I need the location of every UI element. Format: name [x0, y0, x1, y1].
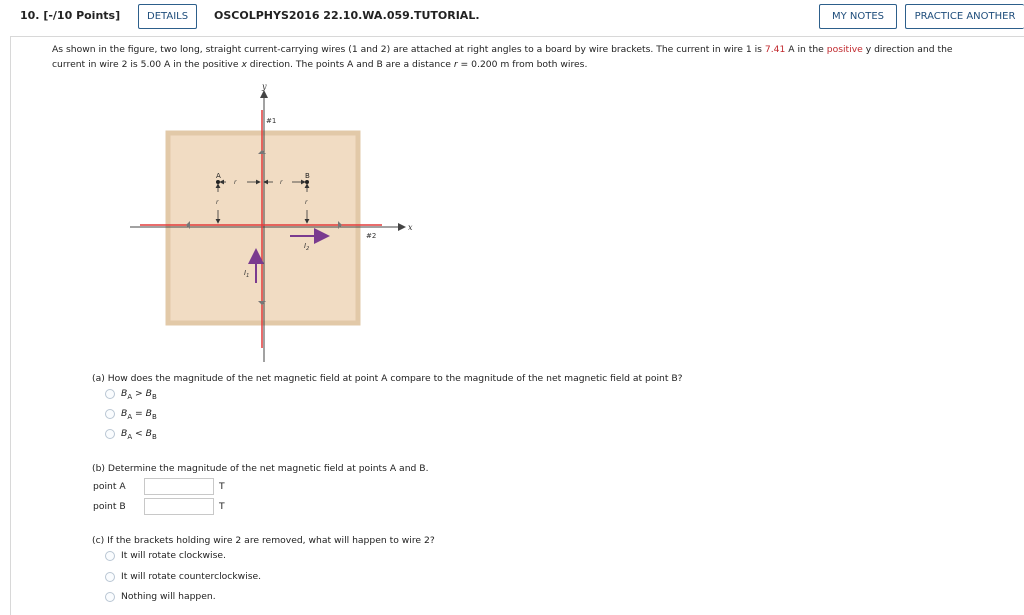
board	[168, 133, 358, 323]
current-1-label: $I_1$	[244, 269, 250, 279]
wire-2-label: #2	[366, 232, 377, 240]
part-a-option-1[interactable]	[105, 388, 157, 401]
option-label: It will rotate clockwise.	[121, 550, 226, 561]
question-stem	[52, 42, 1017, 72]
radio-button[interactable]	[105, 551, 115, 561]
point-a-input[interactable]	[144, 478, 214, 495]
option-label: $B_A > B_B$	[121, 388, 157, 401]
wires-figure	[120, 80, 420, 365]
point-a	[216, 180, 220, 184]
r-label: r	[280, 179, 283, 186]
question-id: OSCOLPHYS2016 22.10.WA.059.TUTORIAL.	[214, 9, 480, 22]
stem-text: direction. The points A and B are a distance	[246, 59, 454, 70]
part-b-question: (b) Determine the magnitude of the net magnetic field at points A and B.	[92, 463, 429, 474]
radio-button[interactable]	[105, 592, 115, 602]
y-axis-label: y	[262, 82, 267, 91]
part-c-option-3[interactable]	[105, 591, 216, 602]
unit-label: T	[219, 481, 225, 492]
option-label: $B_A = B_B$	[121, 408, 157, 421]
point-b-label: B	[305, 172, 310, 180]
x-axis-label: x	[408, 223, 413, 232]
point-a-label: A	[216, 172, 221, 180]
my-notes-button[interactable]: MY NOTES	[819, 4, 897, 29]
stem-text: A in the	[785, 44, 827, 55]
current1-value: 7.41	[764, 44, 786, 55]
stem-var-x: x	[241, 59, 247, 70]
stem-text: y direction and the	[862, 44, 953, 55]
content-top-border	[10, 36, 1024, 37]
radio-button[interactable]	[105, 409, 115, 419]
radio-button[interactable]	[105, 389, 115, 399]
point-b-input[interactable]	[144, 498, 214, 515]
current-2-label: $I_2$	[304, 242, 310, 252]
point-b-row	[93, 498, 225, 515]
part-a-option-3[interactable]	[105, 428, 157, 441]
r-label: r	[305, 199, 308, 206]
question-header	[0, 0, 1024, 34]
question-number: 10. [-/10 Points]	[20, 9, 121, 22]
r-label: r	[216, 199, 219, 206]
radio-button[interactable]	[105, 572, 115, 582]
wire-1-label: #1	[266, 117, 277, 125]
r-label: r	[234, 179, 237, 186]
point-a-row	[93, 478, 225, 495]
option-label: $B_A < B_B$	[121, 428, 157, 441]
content-left-border	[10, 36, 11, 615]
details-button[interactable]: DETAILS	[138, 4, 197, 29]
part-a-question: (a) How does the magnitude of the net magnetic field at point A compare to the magnitude of the net magnetic field at point B?	[92, 373, 683, 384]
point-b	[305, 180, 309, 184]
practice-another-button[interactable]: PRACTICE ANOTHER	[905, 4, 1024, 29]
part-c-option-1[interactable]	[105, 550, 226, 561]
stem-text: = 0.200 m from both wires.	[457, 59, 588, 70]
point-a-label: point A	[93, 481, 126, 492]
unit-label: T	[219, 501, 225, 512]
part-c-option-2[interactable]	[105, 571, 261, 582]
direction-word: positive	[826, 44, 863, 55]
stem-text: current in wire 2 is 5.00 A in the positive	[52, 59, 242, 70]
radio-button[interactable]	[105, 429, 115, 439]
stem-text: As shown in the figure, two long, straight current-carrying wires (1 and 2) are attached at right angles to a board by wire brackets. The current in wire 1 is	[52, 44, 765, 55]
part-c-question: (c) If the brackets holding wire 2 are removed, what will happen to wire 2?	[92, 535, 435, 546]
stem-var-r: r	[453, 59, 458, 70]
part-a-option-2[interactable]	[105, 408, 157, 421]
option-label: It will rotate counterclockwise.	[121, 571, 262, 582]
option-label: Nothing will happen.	[121, 591, 216, 602]
point-b-label: point B	[93, 501, 126, 512]
